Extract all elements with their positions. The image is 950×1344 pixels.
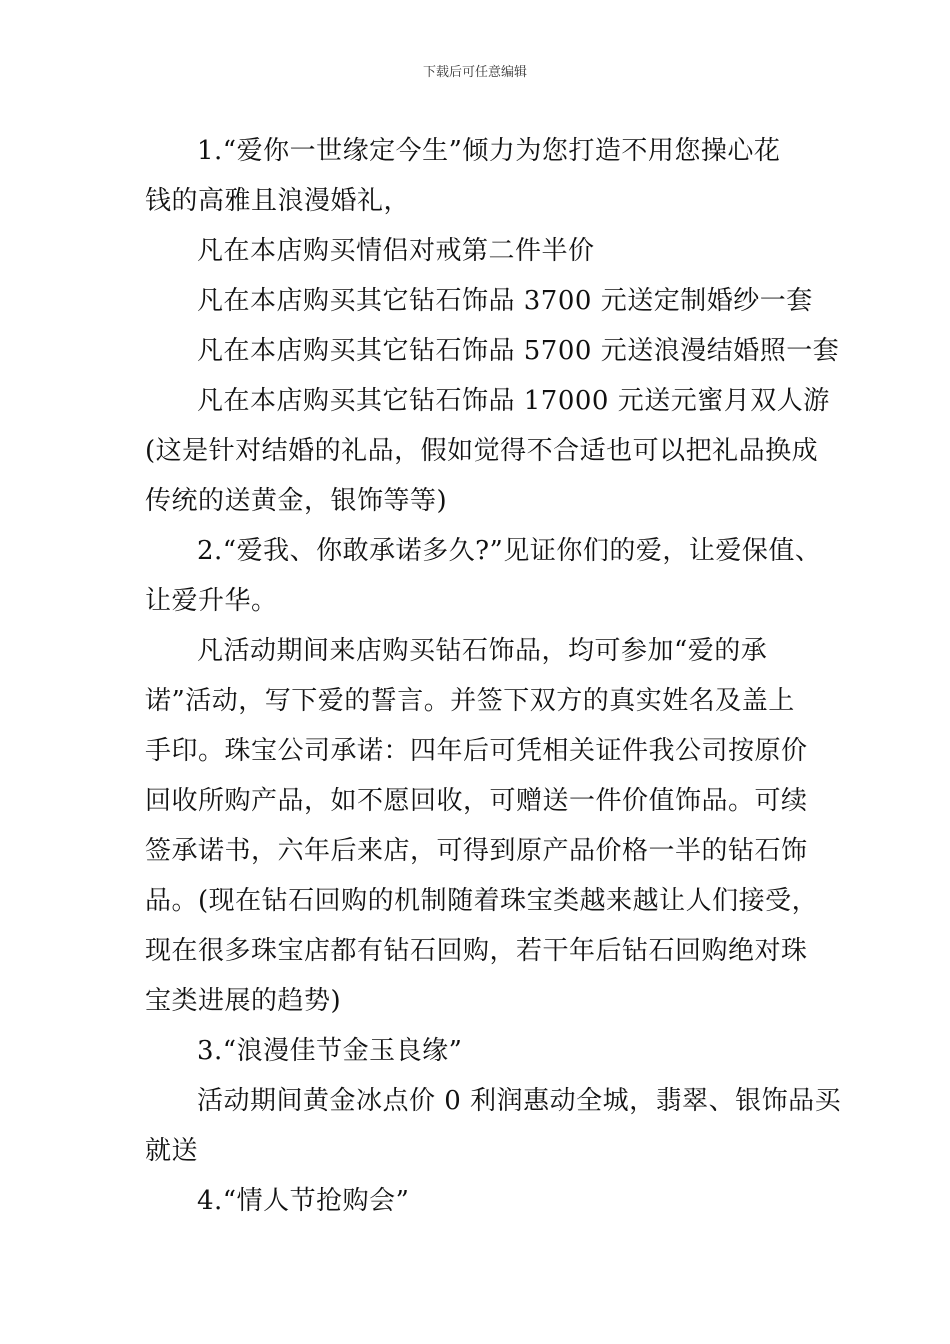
text-line: 回收所购产品，如不愿回收，可赠送一件价值饰品。可续 bbox=[145, 786, 808, 816]
text-line: 让爱升华。 bbox=[145, 586, 278, 616]
text-line: 就送 bbox=[145, 1136, 199, 1166]
text-line: 活动期间黄金冰点价 0 利润惠动全城，翡翠、银饰品买 bbox=[197, 1086, 842, 1116]
text-line: 宝类进展的趋势) bbox=[145, 986, 342, 1016]
text-line: 诺”活动，写下爱的誓言。并签下双方的真实姓名及盖上 bbox=[145, 686, 795, 716]
text-line: 手印。珠宝公司承诺：四年后可凭相关证件我公司按原价 bbox=[145, 736, 808, 766]
text-line: 凡活动期间来店购买钻石饰品，均可参加“爱的承 bbox=[197, 636, 768, 666]
text-line: 现在很多珠宝店都有钻石回购，若干年后钻石回购绝对珠 bbox=[145, 936, 808, 966]
text-line: (这是针对结婚的礼品，假如觉得不合适也可以把礼品换成 bbox=[145, 436, 819, 466]
text-line: 凡在本店购买其它钻石饰品 3700 元送定制婚纱一套 bbox=[197, 286, 813, 316]
text-line: 传统的送黄金，银饰等等) bbox=[145, 486, 448, 516]
text-line: 凡在本店购买其它钻石饰品 17000 元送元蜜月双人游 bbox=[197, 386, 830, 416]
text-line: 凡在本店购买情侣对戒第二件半价 bbox=[197, 236, 595, 266]
text-line: 签承诺书，六年后来店，可得到原产品价格一半的钻石饰 bbox=[145, 836, 808, 866]
text-line: 品。(现在钻石回购的机制随着珠宝类越来越让人们接受， bbox=[145, 886, 819, 916]
text-line: 1.“爱你一世缘定今生”倾力为您打造不用您操心花 bbox=[197, 136, 781, 166]
text-line: 3.“浪漫佳节金玉良缘” bbox=[197, 1036, 463, 1066]
text-line: 4.“情人节抢购会” bbox=[197, 1186, 410, 1216]
page-header: 下载后可任意编辑 bbox=[422, 65, 527, 80]
document-body bbox=[145, 126, 842, 1226]
text-line: 钱的高雅且浪漫婚礼， bbox=[145, 186, 411, 216]
text-line: 2.“爱我、你敢承诺多久?”见证你们的爱，让爱保值、 bbox=[197, 536, 822, 566]
text-line: 凡在本店购买其它钻石饰品 5700 元送浪漫结婚照一套 bbox=[197, 336, 840, 366]
